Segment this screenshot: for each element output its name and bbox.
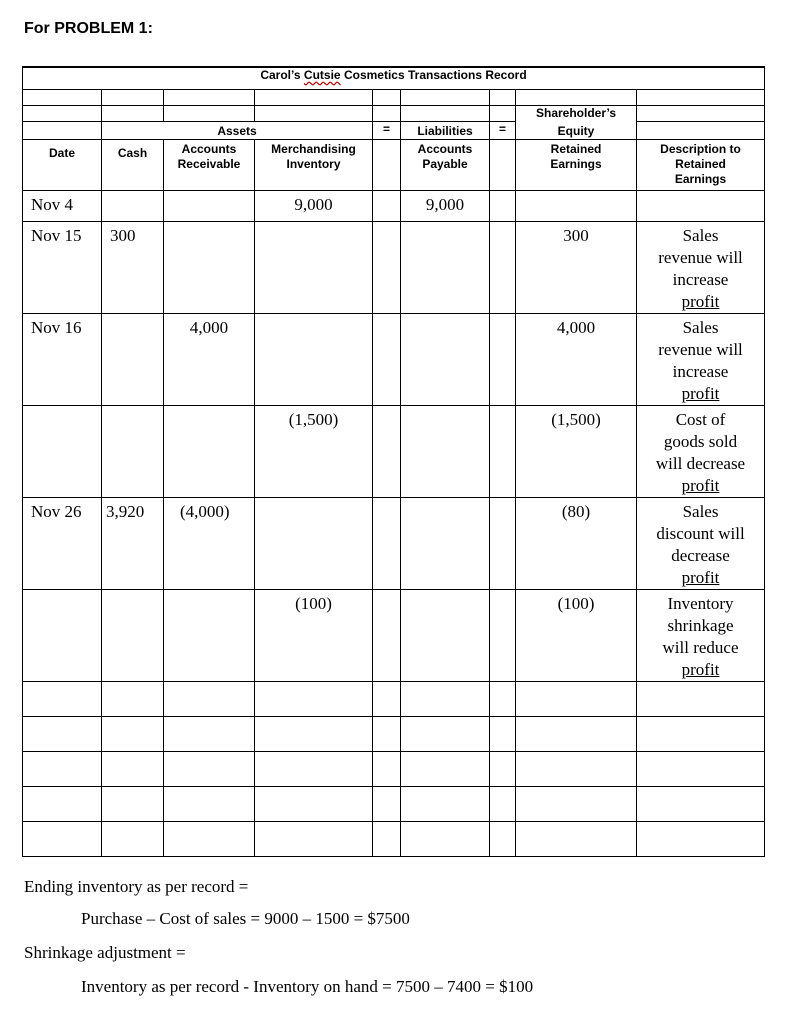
col-header-date: Date <box>23 139 102 190</box>
note-ending-inventory: Ending inventory as per record = <box>24 877 249 896</box>
cell-description: Cost of goods sold will decrease profit <box>637 405 765 497</box>
col-header-retained-earnings: Retained Earnings <box>516 139 637 190</box>
cell-ap <box>401 221 490 313</box>
col-header-inventory: Merchandising Inventory <box>255 139 373 190</box>
cell-ap: 9,000 <box>401 190 490 221</box>
table-row <box>23 190 765 221</box>
note-ending-inventory-calc: Purchase – Cost of sales = 9000 – 1500 = $7500 <box>81 909 410 928</box>
empty-row <box>23 786 765 821</box>
cell-description: Sales revenue will increase profit <box>637 313 765 405</box>
cell-inventory: (100) <box>255 589 373 681</box>
equals-sign-2: = <box>490 121 516 139</box>
cell-inventory <box>255 221 373 313</box>
title-spellcheck-word: Cutsie <box>303 68 341 82</box>
empty-row <box>23 751 765 786</box>
cell-ar: (4,000) <box>164 497 255 589</box>
cell-date: Nov 4 <box>23 190 102 221</box>
cell-ar <box>164 589 255 681</box>
cell-re: (1,500) <box>516 405 637 497</box>
cell-re: (80) <box>516 497 637 589</box>
col-header-description: Description to Retained Earnings <box>637 139 765 190</box>
cell-ap <box>401 589 490 681</box>
cell-cash <box>102 405 164 497</box>
header-liabilities: Liabilities <box>401 121 490 139</box>
cell-description <box>637 190 765 221</box>
cell-date: Nov 26 <box>23 497 102 589</box>
header-shareholders: Shareholder’s <box>516 105 637 121</box>
header-assets: Assets <box>102 121 373 139</box>
table-row <box>23 589 765 681</box>
cell-ap <box>401 405 490 497</box>
cell-ar <box>164 190 255 221</box>
cell-inventory <box>255 497 373 589</box>
cell-date: Nov 16 <box>23 313 102 405</box>
cell-re <box>516 190 637 221</box>
table-title: Carol’s Cutsie Cosmetics Transactions Record <box>23 67 765 89</box>
cell-ar <box>164 405 255 497</box>
page-heading: For PROBLEM 1: <box>24 20 153 37</box>
col-header-accounts-payable: Accounts Payable <box>401 139 490 190</box>
transactions-table <box>22 66 765 857</box>
empty-row <box>23 681 765 716</box>
note-shrinkage-calc: Inventory as per record - Inventory on hand = 7500 – 7400 = $100 <box>81 977 534 996</box>
cell-ar: 4,000 <box>164 313 255 405</box>
cell-cash <box>102 313 164 405</box>
empty-row <box>23 821 765 856</box>
cell-re: 4,000 <box>516 313 637 405</box>
cell-re: 300 <box>516 221 637 313</box>
cell-cash <box>102 190 164 221</box>
col-header-cash: Cash <box>102 139 164 190</box>
cell-re: (100) <box>516 589 637 681</box>
cell-cash: 3,920 <box>102 497 164 589</box>
cell-date: Nov 15 <box>23 221 102 313</box>
cell-cash: 300 <box>102 221 164 313</box>
cell-description: Sales revenue will increase profit <box>637 221 765 313</box>
table-row <box>23 497 765 589</box>
cell-date <box>23 589 102 681</box>
cell-ar <box>164 221 255 313</box>
cell-inventory <box>255 313 373 405</box>
cell-date <box>23 405 102 497</box>
empty-row <box>23 716 765 751</box>
equals-sign-1: = <box>373 121 401 139</box>
note-shrinkage: Shrinkage adjustment = <box>24 943 186 962</box>
cell-ap <box>401 313 490 405</box>
table-row <box>23 405 765 497</box>
header-equity: Equity <box>516 121 637 139</box>
col-header-accounts-receivable: Accounts Receivable <box>164 139 255 190</box>
cell-ap <box>401 497 490 589</box>
cell-description: Inventory shrinkage will reduce profit <box>637 589 765 681</box>
cell-inventory: 9,000 <box>255 190 373 221</box>
cell-cash <box>102 589 164 681</box>
table-row <box>23 221 765 313</box>
table-row <box>23 313 765 405</box>
cell-inventory: (1,500) <box>255 405 373 497</box>
cell-description: Sales discount will decrease profit <box>637 497 765 589</box>
